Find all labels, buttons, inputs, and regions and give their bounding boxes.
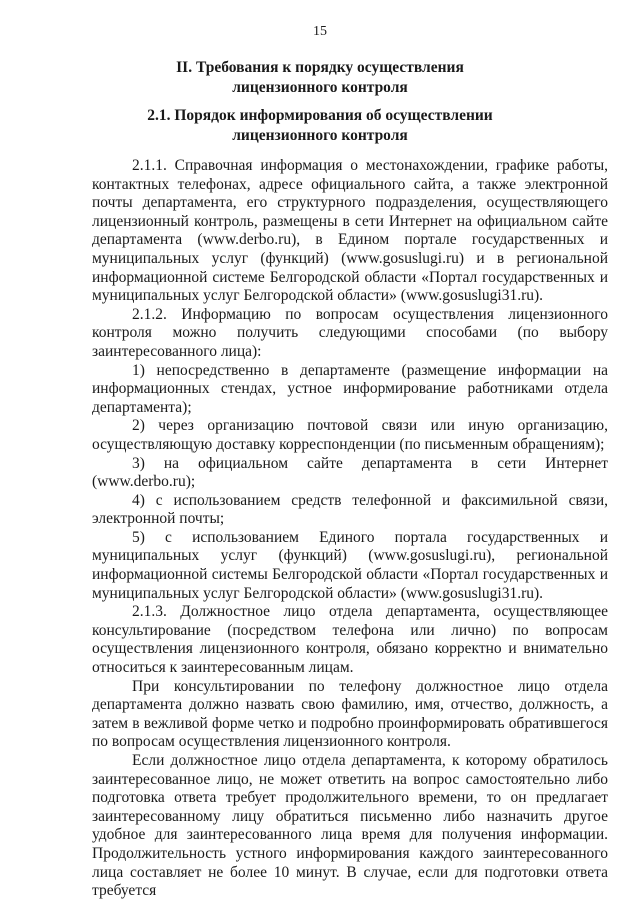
paragraph-2-1-3: 2.1.3. Должностное лицо отдела департамента, осуществляющее консультирование (посредством телефона или лично) по вопросам осуществления лицензионного контроля, обязано корректно и внимательно относиться к заинтересованным лицам.	[92, 603, 608, 677]
section-heading	[90, 58, 550, 98]
list-item-2: 2) через организацию почтовой связи или иную организацию, осуществляющую доставку корреспонденции (по письменным обращениям);	[92, 417, 608, 453]
body-text	[92, 157, 608, 901]
list-item-1: 1) непосредственно в департаменте (размещение информации на информационных стендах, устное информирование работниками отдела департамента);	[92, 361, 608, 416]
list-item-4: 4) с использованием средств телефонной и факсимильной связи, электронной почты;	[92, 491, 608, 528]
subsection-heading-line-2: лицензионного контроля	[232, 127, 408, 144]
section-heading-line-2: лицензионного контроля	[232, 79, 408, 96]
subsection-heading-line-1: 2.1. Порядок информирования об осуществлении	[147, 107, 493, 124]
paragraph-unable-to-answer: Если должностное лицо отдела департамента, к которому обратилось заинтересованное лицо, не может ответить на вопрос самостоятельно либо подготовка ответа требует продолжительного времени, то он предлагает заинтересованному лицу обратиться письменно либо назначить другое удобное для заинтересованного лица время для получения информации. Продолжительность устного информирования каждого заинтересованного лица составляет не более 10 минут. В случае, если для подготовки ответа требуется	[92, 752, 608, 900]
list-item-3: 3) на официальном сайте департамента в сети Интернет (www.derbo.ru);	[92, 454, 608, 491]
subsection-heading	[90, 106, 550, 146]
paragraph-phone-consulting: При консультировании по телефону должностное лицо отдела департамента должно назвать свою фамилию, имя, отчество, должность, а затем в вежливой форме четко и подробно проинформировать обратившегося по вопросам осуществления лицензионного контроля.	[92, 677, 608, 751]
paragraph-2-1-1: 2.1.1. Справочная информация о местонахождении, графике работы, контактных телефонах, адресе официального сайта, а также электронной почты департамента, его структурного подразделения, осуществляющего лицензионный контроль, размещены в сети Интернет на официальном сайте департамента (www.derbo.ru), в Едином портале государственных и муниципальных услуг (функций) (www.gosuslugi.ru) и в региональной информационной системе Белгородской области «Портал государственных и муниципальных услуг Белгородской области» (www.gosuslugi31.ru).	[92, 157, 608, 305]
paragraph-2-1-2: 2.1.2. Информацию по вопросам осуществления лицензионного контроля можно получить следующими способами (по выбору заинтересованного лица):	[92, 305, 608, 360]
list-item-5: 5) с использованием Единого портала государственных и муниципальных услуг (функций) (www.gosuslugi.ru), региональной информационной системы Белгородской области «Портал государственных и муниципальных услуг Белгородской области» (www.gosuslugi31.ru).	[92, 528, 608, 602]
page-number: 15	[313, 24, 327, 39]
section-heading-line-1: II. Требования к порядку осуществления	[176, 59, 464, 76]
